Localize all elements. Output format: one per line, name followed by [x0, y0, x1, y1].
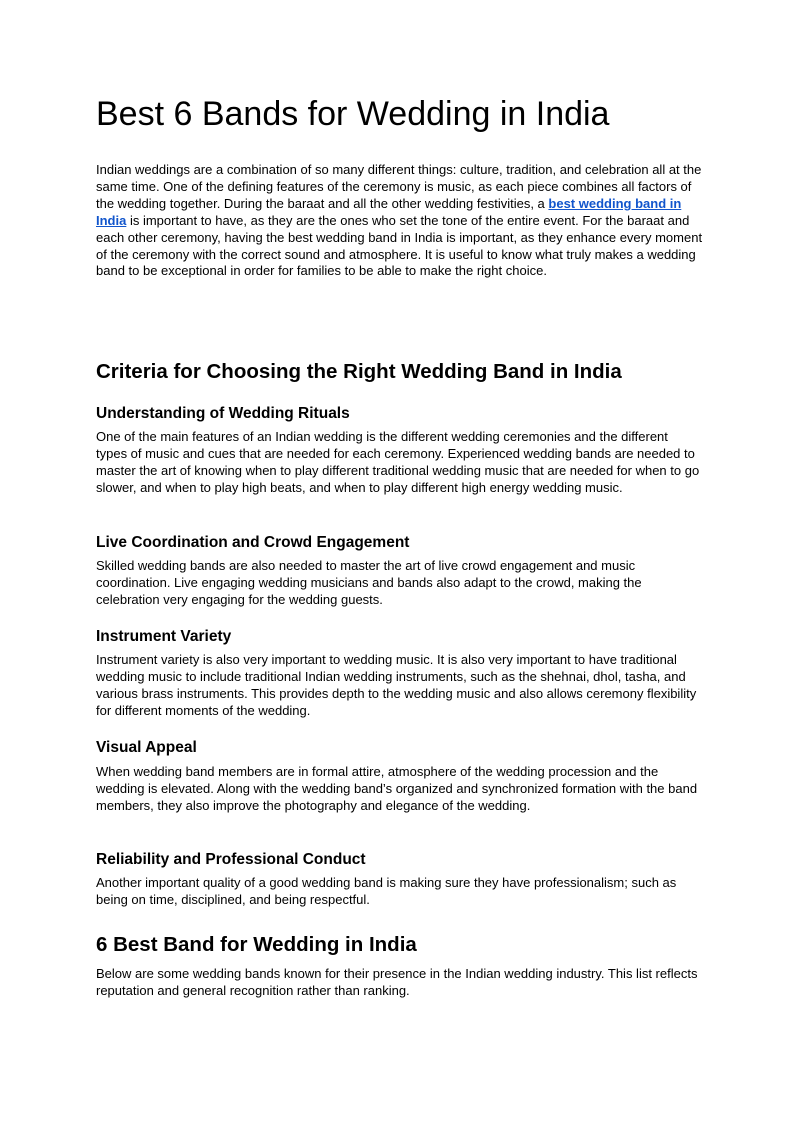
intro-text-after-link: is important to have, as they are the ones who set the tone of the entire event. For the baraat and each other ceremony, having the best wedding band in India is important, as they enhance every moment of the ceremony with the correct sound and atmosphere. It is useful to know what truly makes a wedding band to be exceptional in order for families to be able to make the right choice. — [96, 212, 703, 279]
criterion-text-live-coordination: Skilled wedding bands are also needed to master the art of live crowd engagement and music coordination. Live engaging wedding musicians and bands also adapt to the crowd, making the celebration very engaging for the wedding guests. — [96, 558, 642, 607]
criteria-heading: Criteria for Choosing the Right Wedding Band in India — [96, 360, 622, 383]
criterion-title-visual-appeal: Visual Appeal — [96, 739, 197, 756]
criterion-text-reliability: Another important quality of a good wedding band is making sure they have professionalism; such as being on time, disciplined, and being respectful. — [96, 875, 677, 907]
intro-paragraph — [96, 162, 706, 280]
criterion-title-live-coordination: Live Coordination and Crowd Engagement — [96, 534, 410, 551]
criterion-title-reliability: Reliability and Professional Conduct — [96, 851, 366, 868]
best-bands-intro: Below are some wedding bands known for their presence in the Indian wedding industry. This list reflects reputation and general recognition rather than ranking. — [96, 966, 698, 998]
criterion-title-instrument-variety: Instrument Variety — [96, 628, 232, 645]
intro-text-before-link: Indian weddings are a combination of so many different things: culture, tradition, and celebration all at the same time. One of the defining features of the ceremony is music, as each piece combines all factors of the wedding together. During the baraat and all the other wedding festivities, a — [96, 162, 702, 211]
criterion-title-rituals: Understanding of Wedding Rituals — [96, 405, 350, 422]
criterion-text-instrument-variety: Instrument variety is also very important to wedding music. It is also very important to have traditional wedding music to include traditional Indian wedding instruments, such as the shehnai, dhol, tasha, and various brass instruments. This provides depth to the wedding music and also allows ceremony flexibility for different moments of the wedding. — [96, 652, 697, 718]
criterion-text-rituals: One of the main features of an Indian wedding is the different wedding ceremonies and the different types of music and cues that are needed for each ceremony. Experienced wedding bands are needed to master the art of knowing when to play different traditional wedding music that are needed for when to go slower, and when to play high beats, and when to play different high energy wedding music. — [96, 429, 700, 495]
page-title: Best 6 Bands for Wedding in India — [96, 95, 610, 133]
best-wedding-band-link[interactable]: best wedding band in India — [96, 195, 682, 228]
best-bands-heading: 6 Best Band for Wedding in India — [96, 933, 417, 956]
criterion-text-visual-appeal: When wedding band members are in formal attire, atmosphere of the wedding procession and the wedding is elevated. Along with the wedding band’s organized and synchronized formation with the band members, they also improve the photography and elegance of the wedding. — [96, 764, 698, 813]
